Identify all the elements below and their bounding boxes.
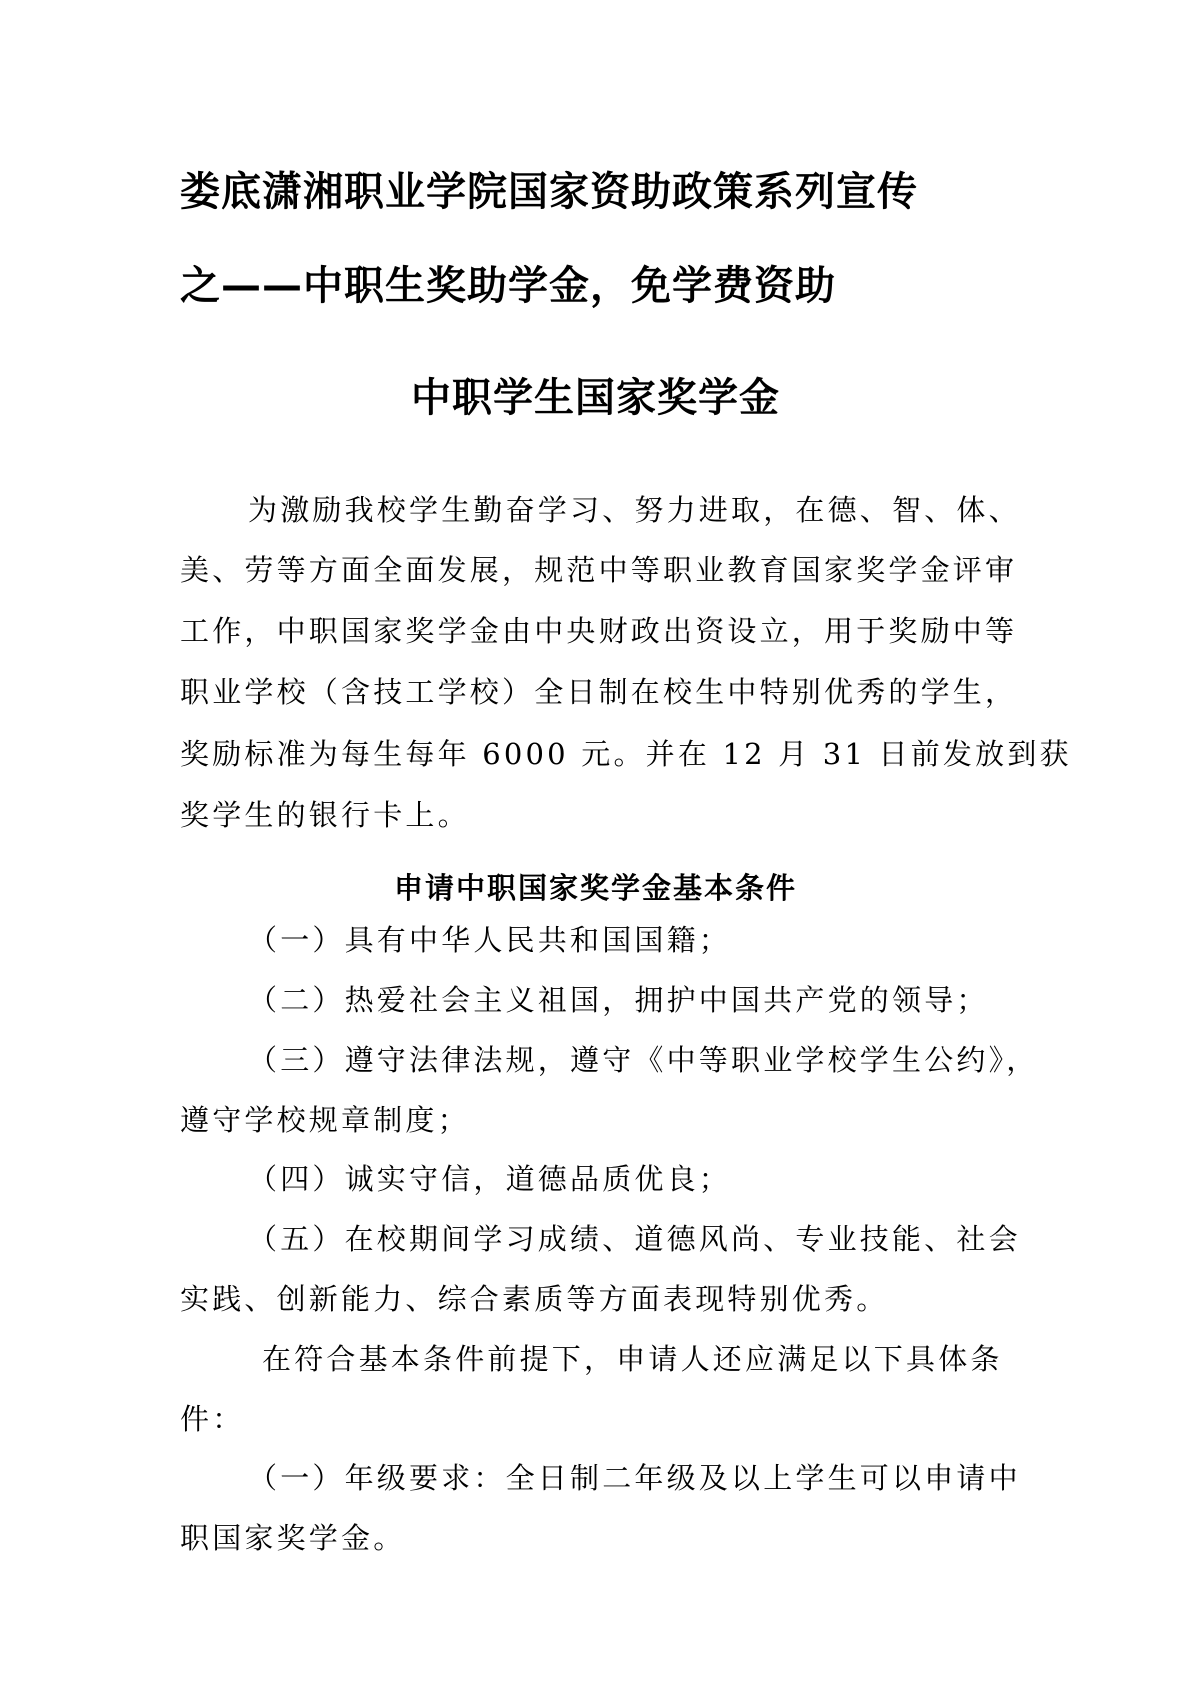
section-title: 中职学生国家奖学金 (411, 375, 780, 421)
condition-line: （二）热爱社会主义祖国，拥护中国共产党的领导； (248, 983, 989, 1017)
condition-line: （一）具有中华人民共和国国籍； (248, 923, 732, 957)
intro-line: 职业学校（含技工学校）全日制在校生中特别优秀的学生， (180, 675, 1018, 709)
condition-line: （四）诚实守信，道德品质优良； (248, 1162, 732, 1196)
condition-line: 实践、创新能力、综合素质等方面表现特别优秀。 (180, 1282, 889, 1316)
specific-line: 在符合基本条件前提下，申请人还应满足以下具体条 (262, 1342, 1003, 1376)
intro-line: 奖学生的银行卡上。 (180, 798, 470, 832)
condition-line: （三）遵守法律法规，遵守《中等职业学校学生公约》， (248, 1043, 1039, 1077)
intro-line: 美、劳等方面全面发展，规范中等职业教育国家奖学金评审 (180, 553, 1018, 587)
condition-line: 遵守学校规章制度； (180, 1103, 470, 1137)
document-title-line-1: 娄底潇湘职业学院国家资助政策系列宣传 (180, 169, 918, 215)
intro-line: 为激励我校学生勤奋学习、努力进取，在德、智、体、 (248, 493, 1021, 527)
grade-line: 职国家奖学金。 (180, 1521, 406, 1555)
condition-line: （五）在校期间学习成绩、道德风尚、专业技能、社会 (248, 1222, 1021, 1256)
conditions-heading: 申请中职国家奖学金基本条件 (393, 871, 797, 905)
document-title-line-2: 之——中职生奖助学金，免学费资助 (180, 263, 836, 309)
intro-line: 工作，中职国家奖学金由中央财政出资设立，用于奖励中等 (180, 614, 1018, 648)
grade-line: （一）年级要求：全日制二年级及以上学生可以申请中 (248, 1461, 1021, 1495)
specific-line: 件： (180, 1402, 245, 1436)
intro-line: 奖励标准为每生每年 6000 元。并在 12 月 31 日前发放到获 (180, 737, 1072, 771)
